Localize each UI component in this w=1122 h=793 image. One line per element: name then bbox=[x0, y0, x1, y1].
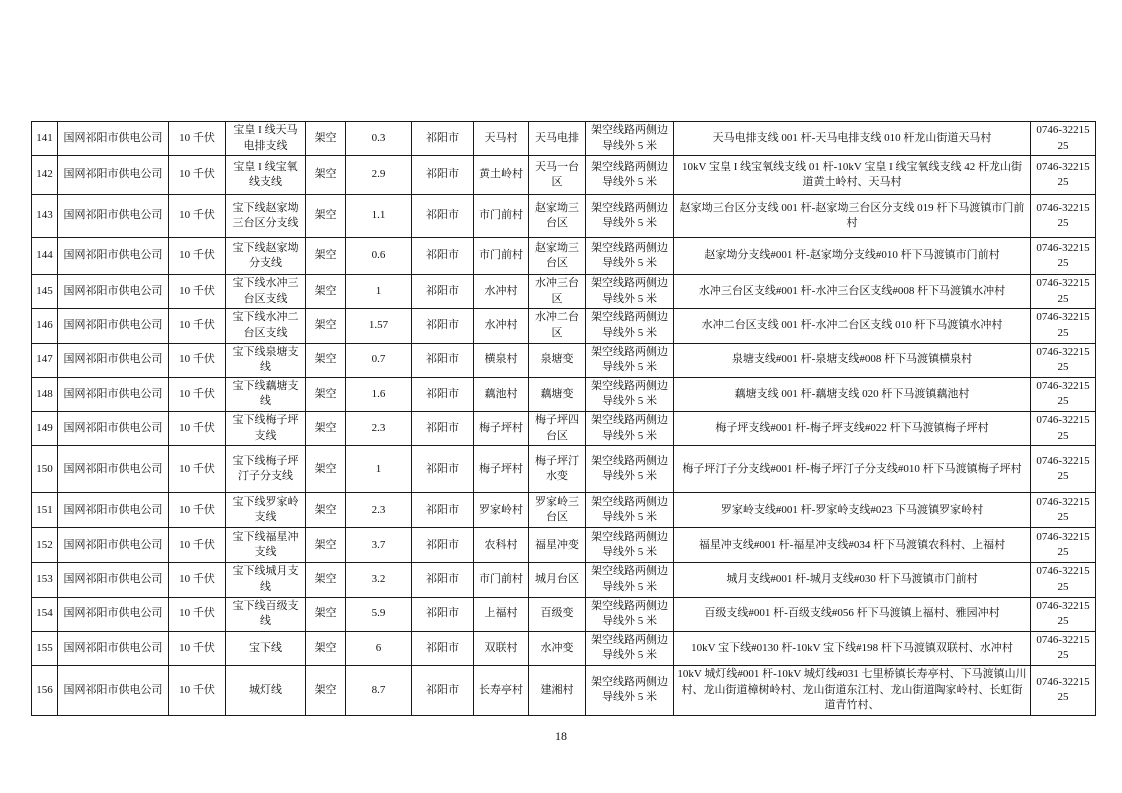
cell-city: 祁阳市 bbox=[412, 195, 474, 238]
cell-line-type: 架空 bbox=[306, 156, 346, 195]
cell-row-number: 142 bbox=[32, 156, 58, 195]
cell-city: 祁阳市 bbox=[412, 122, 474, 156]
cell-phone: 0746-3221525 bbox=[1031, 343, 1096, 377]
cell-area: 天马一台区 bbox=[529, 156, 586, 195]
cell-company: 国网祁阳市供电公司 bbox=[58, 343, 169, 377]
cell-city: 祁阳市 bbox=[412, 156, 474, 195]
cell-voltage: 10 千伏 bbox=[169, 563, 226, 597]
cell-company: 国网祁阳市供电公司 bbox=[58, 446, 169, 493]
cell-area: 水冲变 bbox=[529, 631, 586, 665]
cell-line-name: 城灯线 bbox=[226, 665, 306, 715]
cell-row-number: 152 bbox=[32, 528, 58, 563]
cell-pole-range: 10kV 宝皇 I 线宝氧线支线 01 杆-10kV 宝皇 I 线宝氧线支线 42 杆龙山街道黄土岭村、天马村 bbox=[674, 156, 1031, 195]
cell-phone: 0746-3221525 bbox=[1031, 597, 1096, 631]
cell-line-name: 宝下线赵家坳三台区分支线 bbox=[226, 195, 306, 238]
cell-village: 藕池村 bbox=[474, 377, 529, 411]
cell-line-name: 宝下线罗家岭支线 bbox=[226, 493, 306, 528]
cell-village: 黄土岭村 bbox=[474, 156, 529, 195]
cell-village: 水冲村 bbox=[474, 309, 529, 343]
cell-protection-zone: 架空线路两侧边导线外 5 米 bbox=[586, 493, 674, 528]
table-row bbox=[32, 493, 1096, 528]
cell-voltage: 10 千伏 bbox=[169, 597, 226, 631]
cell-protection-zone: 架空线路两侧边导线外 5 米 bbox=[586, 122, 674, 156]
cell-pole-range: 泉塘支线#001 杆-泉塘支线#008 杆下马渡镇横泉村 bbox=[674, 343, 1031, 377]
cell-phone: 0746-3221525 bbox=[1031, 238, 1096, 275]
cell-protection-zone: 架空线路两侧边导线外 5 米 bbox=[586, 195, 674, 238]
cell-line-type: 架空 bbox=[306, 122, 346, 156]
cell-pole-range: 10kV 城灯线#001 杆-10kV 城灯线#031 七里桥镇长寿亭村、下马渡镇山川村、龙山街道樟树岭村、龙山街道东江村、龙山街道陶家岭村、长虹街道青竹村、 bbox=[674, 665, 1031, 715]
cell-row-number: 149 bbox=[32, 412, 58, 446]
cell-city: 祁阳市 bbox=[412, 275, 474, 309]
cell-row-number: 148 bbox=[32, 377, 58, 411]
cell-company: 国网祁阳市供电公司 bbox=[58, 156, 169, 195]
cell-length: 0.6 bbox=[346, 238, 412, 275]
cell-row-number: 156 bbox=[32, 665, 58, 715]
table-row bbox=[32, 377, 1096, 411]
cell-phone: 0746-3221525 bbox=[1031, 563, 1096, 597]
cell-line-type: 架空 bbox=[306, 665, 346, 715]
cell-length: 3.2 bbox=[346, 563, 412, 597]
cell-area: 梅子坪四台区 bbox=[529, 412, 586, 446]
cell-pole-range: 城月支线#001 杆-城月支线#030 杆下马渡镇市门前村 bbox=[674, 563, 1031, 597]
cell-length: 8.7 bbox=[346, 665, 412, 715]
cell-row-number: 143 bbox=[32, 195, 58, 238]
cell-village: 天马村 bbox=[474, 122, 529, 156]
cell-company: 国网祁阳市供电公司 bbox=[58, 412, 169, 446]
cell-company: 国网祁阳市供电公司 bbox=[58, 665, 169, 715]
cell-length: 1 bbox=[346, 275, 412, 309]
cell-line-name: 宝下线百级支线 bbox=[226, 597, 306, 631]
cell-phone: 0746-3221525 bbox=[1031, 377, 1096, 411]
cell-line-name: 宝下线梅子坪汀子分支线 bbox=[226, 446, 306, 493]
page-number: 18 bbox=[555, 729, 567, 743]
cell-city: 祁阳市 bbox=[412, 343, 474, 377]
cell-area: 赵家坳三台区 bbox=[529, 195, 586, 238]
cell-phone: 0746-3221525 bbox=[1031, 412, 1096, 446]
table-row bbox=[32, 195, 1096, 238]
table-row bbox=[32, 343, 1096, 377]
cell-city: 祁阳市 bbox=[412, 528, 474, 563]
cell-protection-zone: 架空线路两侧边导线外 5 米 bbox=[586, 597, 674, 631]
cell-area: 赵家坳三台区 bbox=[529, 238, 586, 275]
cell-line-name: 宝下线水冲三台区支线 bbox=[226, 275, 306, 309]
cell-length: 5.9 bbox=[346, 597, 412, 631]
cell-protection-zone: 架空线路两侧边导线外 5 米 bbox=[586, 412, 674, 446]
cell-line-type: 架空 bbox=[306, 493, 346, 528]
cell-phone: 0746-3221525 bbox=[1031, 122, 1096, 156]
cell-area: 福星冲变 bbox=[529, 528, 586, 563]
cell-pole-range: 水冲三台区支线#001 杆-水冲三台区支线#008 杆下马渡镇水冲村 bbox=[674, 275, 1031, 309]
cell-voltage: 10 千伏 bbox=[169, 122, 226, 156]
cell-voltage: 10 千伏 bbox=[169, 377, 226, 411]
cell-phone: 0746-3221525 bbox=[1031, 446, 1096, 493]
cell-line-name: 宝皇 I 线宝氧线支线 bbox=[226, 156, 306, 195]
cell-voltage: 10 千伏 bbox=[169, 446, 226, 493]
cell-company: 国网祁阳市供电公司 bbox=[58, 631, 169, 665]
cell-village: 梅子坪村 bbox=[474, 412, 529, 446]
table-row bbox=[32, 528, 1096, 563]
cell-row-number: 144 bbox=[32, 238, 58, 275]
cell-phone: 0746-3221525 bbox=[1031, 493, 1096, 528]
cell-line-name: 宝下线赵家坳分支线 bbox=[226, 238, 306, 275]
cell-voltage: 10 千伏 bbox=[169, 665, 226, 715]
cell-pole-range: 赵家坳分支线#001 杆-赵家坳分支线#010 杆下马渡镇市门前村 bbox=[674, 238, 1031, 275]
cell-company: 国网祁阳市供电公司 bbox=[58, 238, 169, 275]
cell-village: 市门前村 bbox=[474, 563, 529, 597]
cell-voltage: 10 千伏 bbox=[169, 275, 226, 309]
cell-village: 横泉村 bbox=[474, 343, 529, 377]
cell-length: 3.7 bbox=[346, 528, 412, 563]
cell-city: 祁阳市 bbox=[412, 377, 474, 411]
cell-protection-zone: 架空线路两侧边导线外 5 米 bbox=[586, 156, 674, 195]
cell-line-type: 架空 bbox=[306, 377, 346, 411]
cell-pole-range: 梅子坪支线#001 杆-梅子坪支线#022 杆下马渡镇梅子坪村 bbox=[674, 412, 1031, 446]
cell-city: 祁阳市 bbox=[412, 238, 474, 275]
cell-line-name: 宝下线梅子坪支线 bbox=[226, 412, 306, 446]
cell-length: 2.3 bbox=[346, 493, 412, 528]
cell-protection-zone: 架空线路两侧边导线外 5 米 bbox=[586, 631, 674, 665]
cell-protection-zone: 架空线路两侧边导线外 5 米 bbox=[586, 309, 674, 343]
cell-line-type: 架空 bbox=[306, 412, 346, 446]
cell-voltage: 10 千伏 bbox=[169, 238, 226, 275]
cell-voltage: 10 千伏 bbox=[169, 528, 226, 563]
cell-village: 长寿亭村 bbox=[474, 665, 529, 715]
cell-area: 梅子坪汀水变 bbox=[529, 446, 586, 493]
cell-area: 建湘村 bbox=[529, 665, 586, 715]
cell-voltage: 10 千伏 bbox=[169, 412, 226, 446]
cell-pole-range: 赵家坳三台区分支线 001 杆-赵家坳三台区分支线 019 杆下马渡镇市门前村 bbox=[674, 195, 1031, 238]
cell-protection-zone: 架空线路两侧边导线外 5 米 bbox=[586, 377, 674, 411]
cell-village: 罗家岭村 bbox=[474, 493, 529, 528]
cell-company: 国网祁阳市供电公司 bbox=[58, 528, 169, 563]
cell-city: 祁阳市 bbox=[412, 597, 474, 631]
cell-line-type: 架空 bbox=[306, 528, 346, 563]
cell-area: 泉塘变 bbox=[529, 343, 586, 377]
cell-row-number: 155 bbox=[32, 631, 58, 665]
table-row bbox=[32, 631, 1096, 665]
cell-phone: 0746-3221525 bbox=[1031, 275, 1096, 309]
cell-length: 0.7 bbox=[346, 343, 412, 377]
cell-area: 百级变 bbox=[529, 597, 586, 631]
cell-city: 祁阳市 bbox=[412, 563, 474, 597]
cell-pole-range: 天马电排支线 001 杆-天马电排支线 010 杆龙山街道天马村 bbox=[674, 122, 1031, 156]
cell-village: 农科村 bbox=[474, 528, 529, 563]
cell-phone: 0746-3221525 bbox=[1031, 528, 1096, 563]
cell-pole-range: 水冲二台区支线 001 杆-水冲二台区支线 010 杆下马渡镇水冲村 bbox=[674, 309, 1031, 343]
cell-line-type: 架空 bbox=[306, 195, 346, 238]
cell-row-number: 145 bbox=[32, 275, 58, 309]
cell-company: 国网祁阳市供电公司 bbox=[58, 377, 169, 411]
table-row bbox=[32, 563, 1096, 597]
cell-length: 1.57 bbox=[346, 309, 412, 343]
cell-phone: 0746-3221525 bbox=[1031, 665, 1096, 715]
cell-line-type: 架空 bbox=[306, 309, 346, 343]
cell-line-type: 架空 bbox=[306, 275, 346, 309]
cell-row-number: 150 bbox=[32, 446, 58, 493]
table-row bbox=[32, 309, 1096, 343]
cell-company: 国网祁阳市供电公司 bbox=[58, 563, 169, 597]
cell-city: 祁阳市 bbox=[412, 446, 474, 493]
cell-village: 双联村 bbox=[474, 631, 529, 665]
cell-length: 1 bbox=[346, 446, 412, 493]
cell-pole-range: 梅子坪汀子分支线#001 杆-梅子坪汀子分支线#010 杆下马渡镇梅子坪村 bbox=[674, 446, 1031, 493]
cell-length: 2.9 bbox=[346, 156, 412, 195]
cell-pole-range: 罗家岭支线#001 杆-罗家岭支线#023 下马渡镇罗家岭村 bbox=[674, 493, 1031, 528]
cell-city: 祁阳市 bbox=[412, 665, 474, 715]
cell-village: 梅子坪村 bbox=[474, 446, 529, 493]
cell-length: 6 bbox=[346, 631, 412, 665]
cell-city: 祁阳市 bbox=[412, 309, 474, 343]
cell-line-type: 架空 bbox=[306, 563, 346, 597]
cell-company: 国网祁阳市供电公司 bbox=[58, 275, 169, 309]
table-row bbox=[32, 412, 1096, 446]
cell-line-name: 宝下线福星冲支线 bbox=[226, 528, 306, 563]
cell-phone: 0746-3221525 bbox=[1031, 195, 1096, 238]
cell-row-number: 146 bbox=[32, 309, 58, 343]
cell-area: 藕塘变 bbox=[529, 377, 586, 411]
cell-company: 国网祁阳市供电公司 bbox=[58, 309, 169, 343]
cell-company: 国网祁阳市供电公司 bbox=[58, 195, 169, 238]
cell-length: 2.3 bbox=[346, 412, 412, 446]
table-body bbox=[32, 122, 1096, 716]
cell-city: 祁阳市 bbox=[412, 493, 474, 528]
table-row bbox=[32, 597, 1096, 631]
cell-protection-zone: 架空线路两侧边导线外 5 米 bbox=[586, 275, 674, 309]
cell-voltage: 10 千伏 bbox=[169, 343, 226, 377]
cell-voltage: 10 千伏 bbox=[169, 493, 226, 528]
cell-area: 天马电排 bbox=[529, 122, 586, 156]
cell-pole-range: 10kV 宝下线#0130 杆-10kV 宝下线#198 杆下马渡镇双联村、水冲村 bbox=[674, 631, 1031, 665]
cell-village: 市门前村 bbox=[474, 238, 529, 275]
cell-line-name: 宝皇 I 线天马电排支线 bbox=[226, 122, 306, 156]
table-row bbox=[32, 122, 1096, 156]
cell-row-number: 147 bbox=[32, 343, 58, 377]
cell-company: 国网祁阳市供电公司 bbox=[58, 493, 169, 528]
cell-village: 上福村 bbox=[474, 597, 529, 631]
cell-line-type: 架空 bbox=[306, 446, 346, 493]
cell-line-type: 架空 bbox=[306, 597, 346, 631]
cell-line-type: 架空 bbox=[306, 238, 346, 275]
cell-voltage: 10 千伏 bbox=[169, 631, 226, 665]
cell-voltage: 10 千伏 bbox=[169, 309, 226, 343]
cell-protection-zone: 架空线路两侧边导线外 5 米 bbox=[586, 446, 674, 493]
cell-village: 水冲村 bbox=[474, 275, 529, 309]
cell-row-number: 154 bbox=[32, 597, 58, 631]
cell-city: 祁阳市 bbox=[412, 412, 474, 446]
cell-row-number: 151 bbox=[32, 493, 58, 528]
cell-line-type: 架空 bbox=[306, 631, 346, 665]
table-row bbox=[32, 446, 1096, 493]
cell-pole-range: 藕塘支线 001 杆-藕塘支线 020 杆下马渡镇藕池村 bbox=[674, 377, 1031, 411]
cell-line-name: 宝下线藕塘支线 bbox=[226, 377, 306, 411]
cell-length: 0.3 bbox=[346, 122, 412, 156]
cell-area: 罗家岭三台区 bbox=[529, 493, 586, 528]
table-row bbox=[32, 275, 1096, 309]
cell-pole-range: 百级支线#001 杆-百级支线#056 杆下马渡镇上福村、雅园冲村 bbox=[674, 597, 1031, 631]
cell-area: 水冲二台区 bbox=[529, 309, 586, 343]
cell-phone: 0746-3221525 bbox=[1031, 631, 1096, 665]
cell-company: 国网祁阳市供电公司 bbox=[58, 122, 169, 156]
cell-length: 1.6 bbox=[346, 377, 412, 411]
cell-line-name: 宝下线水冲二台区支线 bbox=[226, 309, 306, 343]
cell-protection-zone: 架空线路两侧边导线外 5 米 bbox=[586, 563, 674, 597]
cell-voltage: 10 千伏 bbox=[169, 195, 226, 238]
table-row bbox=[32, 665, 1096, 715]
cell-village: 市门前村 bbox=[474, 195, 529, 238]
cell-protection-zone: 架空线路两侧边导线外 5 米 bbox=[586, 528, 674, 563]
cell-line-name: 宝下线 bbox=[226, 631, 306, 665]
cell-area: 水冲三台区 bbox=[529, 275, 586, 309]
power-line-table bbox=[31, 121, 1096, 716]
cell-row-number: 153 bbox=[32, 563, 58, 597]
cell-line-name: 宝下线城月支线 bbox=[226, 563, 306, 597]
cell-phone: 0746-3221525 bbox=[1031, 309, 1096, 343]
cell-voltage: 10 千伏 bbox=[169, 156, 226, 195]
cell-line-name: 宝下线泉塘支线 bbox=[226, 343, 306, 377]
cell-city: 祁阳市 bbox=[412, 631, 474, 665]
cell-area: 城月台区 bbox=[529, 563, 586, 597]
cell-row-number: 141 bbox=[32, 122, 58, 156]
table-row bbox=[32, 156, 1096, 195]
cell-phone: 0746-3221525 bbox=[1031, 156, 1096, 195]
cell-pole-range: 福星冲支线#001 杆-福星冲支线#034 杆下马渡镇农科村、上福村 bbox=[674, 528, 1031, 563]
cell-company: 国网祁阳市供电公司 bbox=[58, 597, 169, 631]
cell-protection-zone: 架空线路两侧边导线外 5 米 bbox=[586, 238, 674, 275]
cell-length: 1.1 bbox=[346, 195, 412, 238]
cell-protection-zone: 架空线路两侧边导线外 5 米 bbox=[586, 343, 674, 377]
table-row bbox=[32, 238, 1096, 275]
cell-line-type: 架空 bbox=[306, 343, 346, 377]
cell-protection-zone: 架空线路两侧边导线外 5 米 bbox=[586, 665, 674, 715]
